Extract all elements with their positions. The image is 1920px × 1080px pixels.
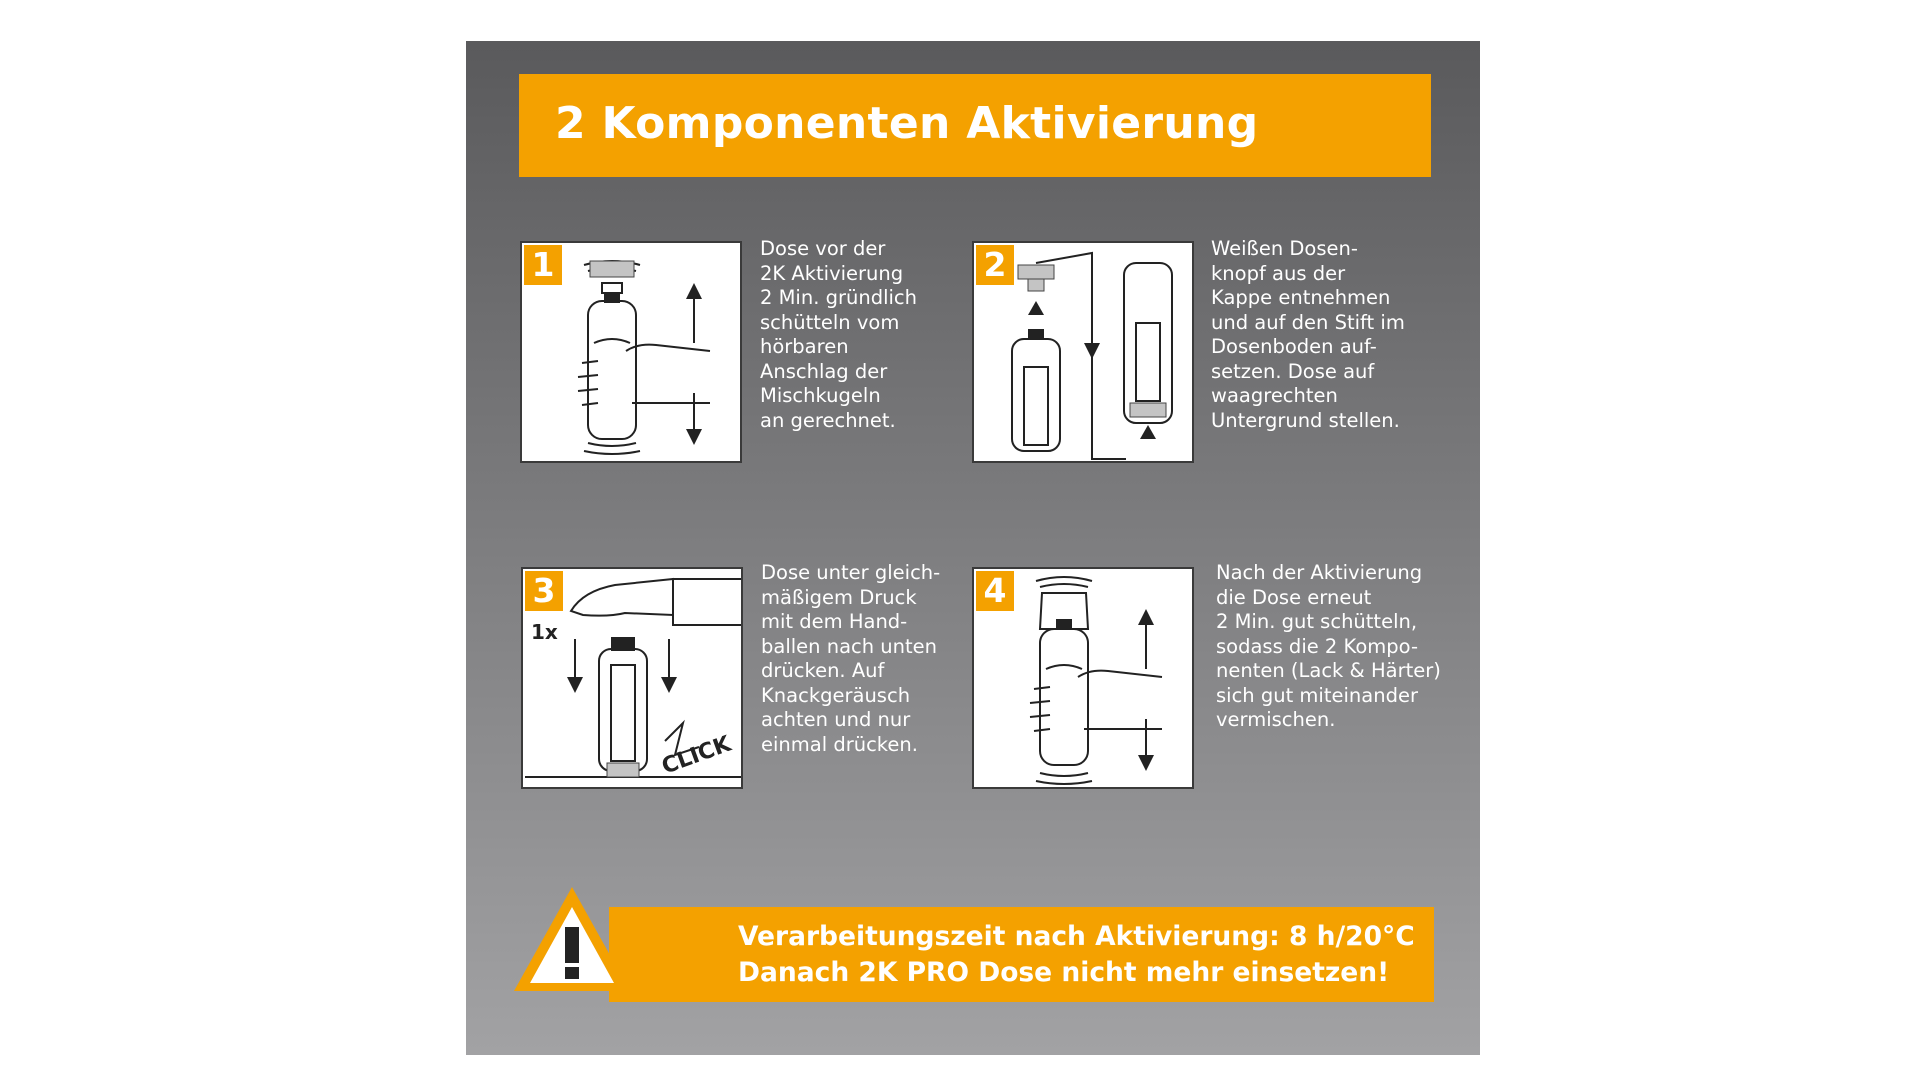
- warning-banner: [609, 907, 1434, 1002]
- warning-triangle-icon: [510, 883, 634, 995]
- warning-line-2: Danach 2K PRO Dose nicht mehr einsetzen!: [738, 957, 1390, 988]
- step-4-text: Nach der Aktivierung die Dose erneut 2 Min. gut schütteln, sodass die 2 Kompo- nenten (Lack & Härter) sich gut miteinander vermischen.: [1216, 561, 1441, 731]
- title-bar: [519, 74, 1431, 177]
- step-2-illustration: [972, 241, 1194, 463]
- page-title: 2 Komponenten Aktivierung: [555, 98, 1259, 149]
- step-3-text: Dose unter gleich- mäßigem Druck mit dem Hand- ballen nach unten drücken. Auf Knackgeräusch achten und nur einmal drücken.: [761, 561, 941, 756]
- step-1-text: Dose vor der 2K Aktivierung 2 Min. gründlich schütteln vom hörbaren Anschlag der Mischkugeln an gerechnet.: [760, 237, 918, 432]
- warning-line-1: Verarbeitungszeit nach Aktivierung: 8 h/20°C: [738, 921, 1415, 952]
- step-3-illustration: [521, 567, 743, 789]
- step-2-number: 2: [976, 245, 1014, 285]
- step-1-number: 1: [524, 245, 562, 285]
- step-4-number: 4: [976, 571, 1014, 611]
- step-1-illustration: [520, 241, 742, 463]
- step-3-number: 3: [525, 571, 563, 611]
- step-4-illustration: [972, 567, 1194, 789]
- step-2-text: Weißen Dosen- knopf aus der Kappe entnehmen und auf den Stift im Dosenboden auf- setzen. Dose auf waagrechten Untergrund stellen.: [1211, 237, 1405, 432]
- click-label: CLICK: [658, 731, 735, 780]
- count-label: 1x: [531, 620, 558, 644]
- instruction-panel: [466, 41, 1480, 1055]
